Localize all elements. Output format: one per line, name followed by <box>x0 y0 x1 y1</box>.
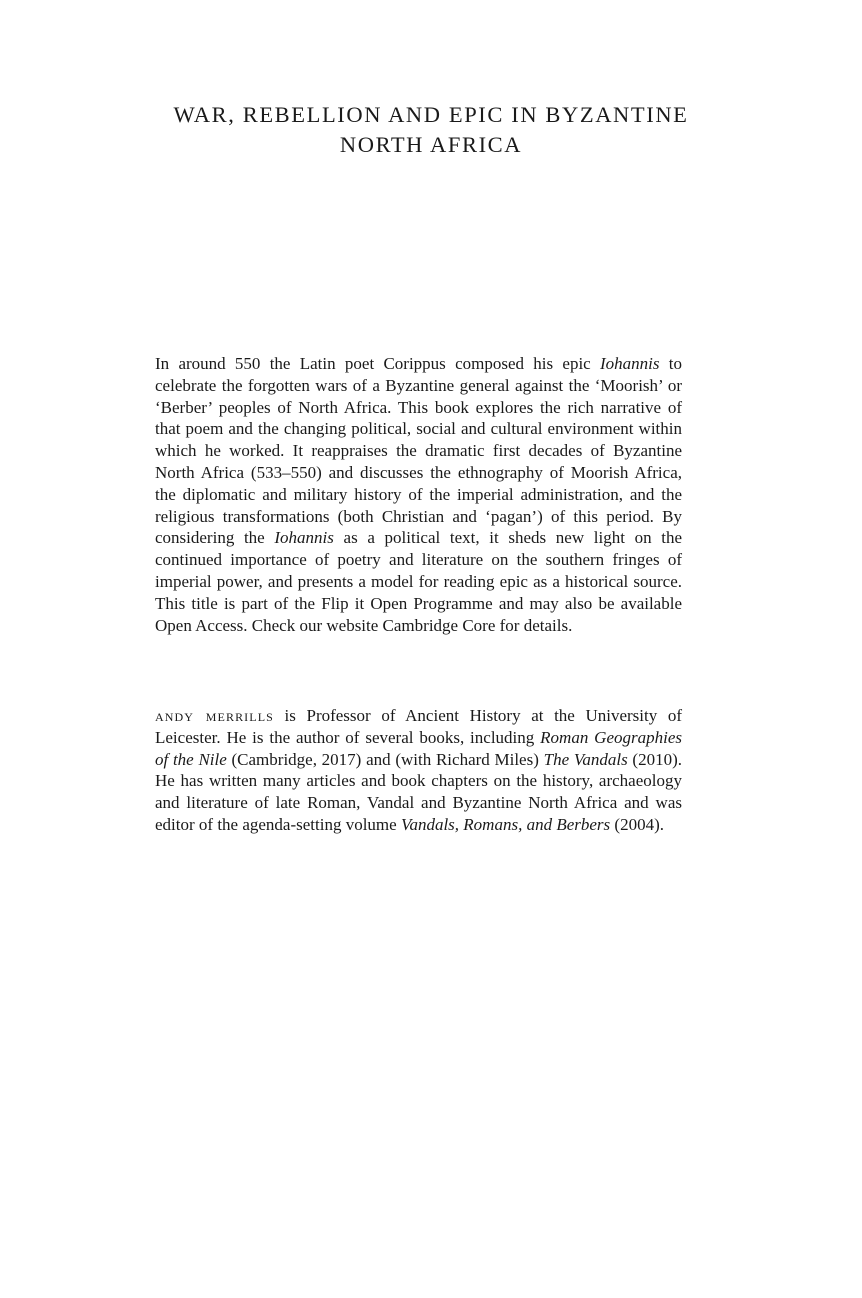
author-bio <box>155 705 682 836</box>
description-italic-title-2: Iohannis <box>274 528 334 548</box>
bio-text-4: (2004). <box>610 814 664 834</box>
bio-text-2: (Cambridge, 2017) and (with Richard Miles) <box>226 749 544 769</box>
book-description <box>155 353 682 636</box>
book-title-line-2: NORTH AFRICA <box>339 132 523 157</box>
description-italic-title-1: Iohannis <box>600 354 660 373</box>
description-text-2: to celebrate the forgotten wars of a Byzantine general against the ‘Moorish’ or ‘Berber’ peoples of North Africa. This book explores the rich narrative of that poem and the changing political, social and cultural environment within which he worked. It reappraises the dramatic first decades of Byzantine North Africa (533–550) and discusses the ethnography of Moorish Africa, the diplomatic and military history of the imperial administration, and the religious transformations (both Christian and ‘pagan’) of this period. By considering the <box>155 354 683 548</box>
description-text-3: as a political text, it sheds new light on the continued importance of poetry and literature on the southern fringes of imperial power, and presents a model for reading epic as a historical source. This title is part of the Flip it Open Programme and may also be available Open Access. Check our website Cambridge Core for details. <box>155 528 683 635</box>
bio-text-1: is Professor of Ancient History at the University of Leicester. He is the author of several books, including <box>155 706 682 747</box>
bio-text-3: (2010). He has written many articles and book chapters on the history, archaeology and literature of late Roman, Vandal and Byzantine North Africa and was editor of the agenda-setting volume <box>155 749 683 834</box>
author-name: andy merrills <box>155 706 274 725</box>
book-title-line-1: WAR, REBELLION AND EPIC IN BYZANTINE <box>173 102 689 127</box>
bio-italic-title-1: Roman Geographies of the Nile <box>155 727 683 769</box>
book-title <box>0 100 862 160</box>
bio-italic-title-2: The Vandals <box>543 749 628 769</box>
bio-italic-title-3: Vandals, Romans, and Berbers <box>400 814 611 834</box>
description-text-1: In around 550 the Latin poet Corippus composed his epic <box>155 354 600 373</box>
